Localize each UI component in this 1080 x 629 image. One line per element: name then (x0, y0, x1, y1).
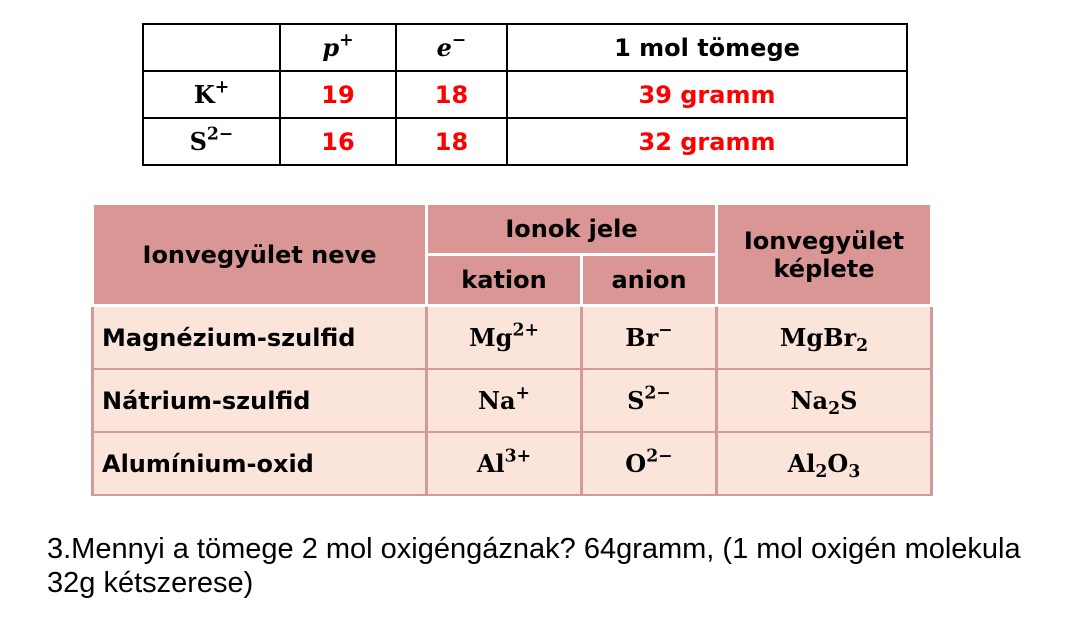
compound-name: Nátrium-szulfid (93, 369, 427, 432)
anion-symbol: Br− (582, 306, 717, 370)
header-compound-name: Ionvegyület neve (93, 204, 427, 306)
table-row (143, 118, 907, 165)
table-row (93, 306, 932, 370)
table-row (93, 369, 932, 432)
proton-count: 16 (280, 118, 396, 165)
header-protons: p+ (280, 24, 396, 71)
header-ion-symbols: Ionok jele (427, 204, 717, 255)
compound-formula: $Na_2S$ (717, 369, 932, 432)
header-mass: 1 mol tömege (507, 24, 907, 71)
table-row (93, 432, 932, 495)
compound-formula: $Al_2O_3$ (717, 432, 932, 495)
cation-symbol: $Al^{3+}$ (427, 432, 582, 495)
compound-name: Alumínium-oxid (93, 432, 427, 495)
corner-cell (143, 24, 280, 71)
header-cation: kation (427, 255, 582, 306)
molar-mass: 32 gramm (507, 118, 907, 165)
compound-name: Magnézium-szulfid (93, 306, 427, 370)
anion-symbol: $S^{2-}$ (582, 369, 717, 432)
table-header-row (93, 204, 932, 255)
header-electrons: e− (396, 24, 507, 71)
header-anion: anion (582, 255, 717, 306)
cation-symbol: $Mg^{2+}$ (427, 306, 582, 370)
table-row (143, 71, 907, 118)
ion-cell: $S^{2-}$ (143, 118, 280, 165)
table-header-row (143, 24, 907, 71)
electron-count: 18 (396, 118, 507, 165)
ionic-compound-table (91, 202, 933, 496)
anion-symbol: $O^{2-}$ (582, 432, 717, 495)
proton-count: 19 (280, 71, 396, 118)
ion-cell: K+ (143, 71, 280, 118)
question-text: 3.Mennyi a tömege 2 mol oxigéngáznak? 64gramm, (1 mol oxigén molekula 32g kétszerese) (47, 533, 1021, 599)
header-formula: Ionvegyület képlete (717, 204, 932, 306)
compound-formula: MgBr$_2$ (717, 306, 932, 370)
cation-symbol: Na+ (427, 369, 582, 432)
molar-mass: 39 gramm (507, 71, 907, 118)
ion-particle-table (142, 23, 908, 166)
electron-count: 18 (396, 71, 507, 118)
